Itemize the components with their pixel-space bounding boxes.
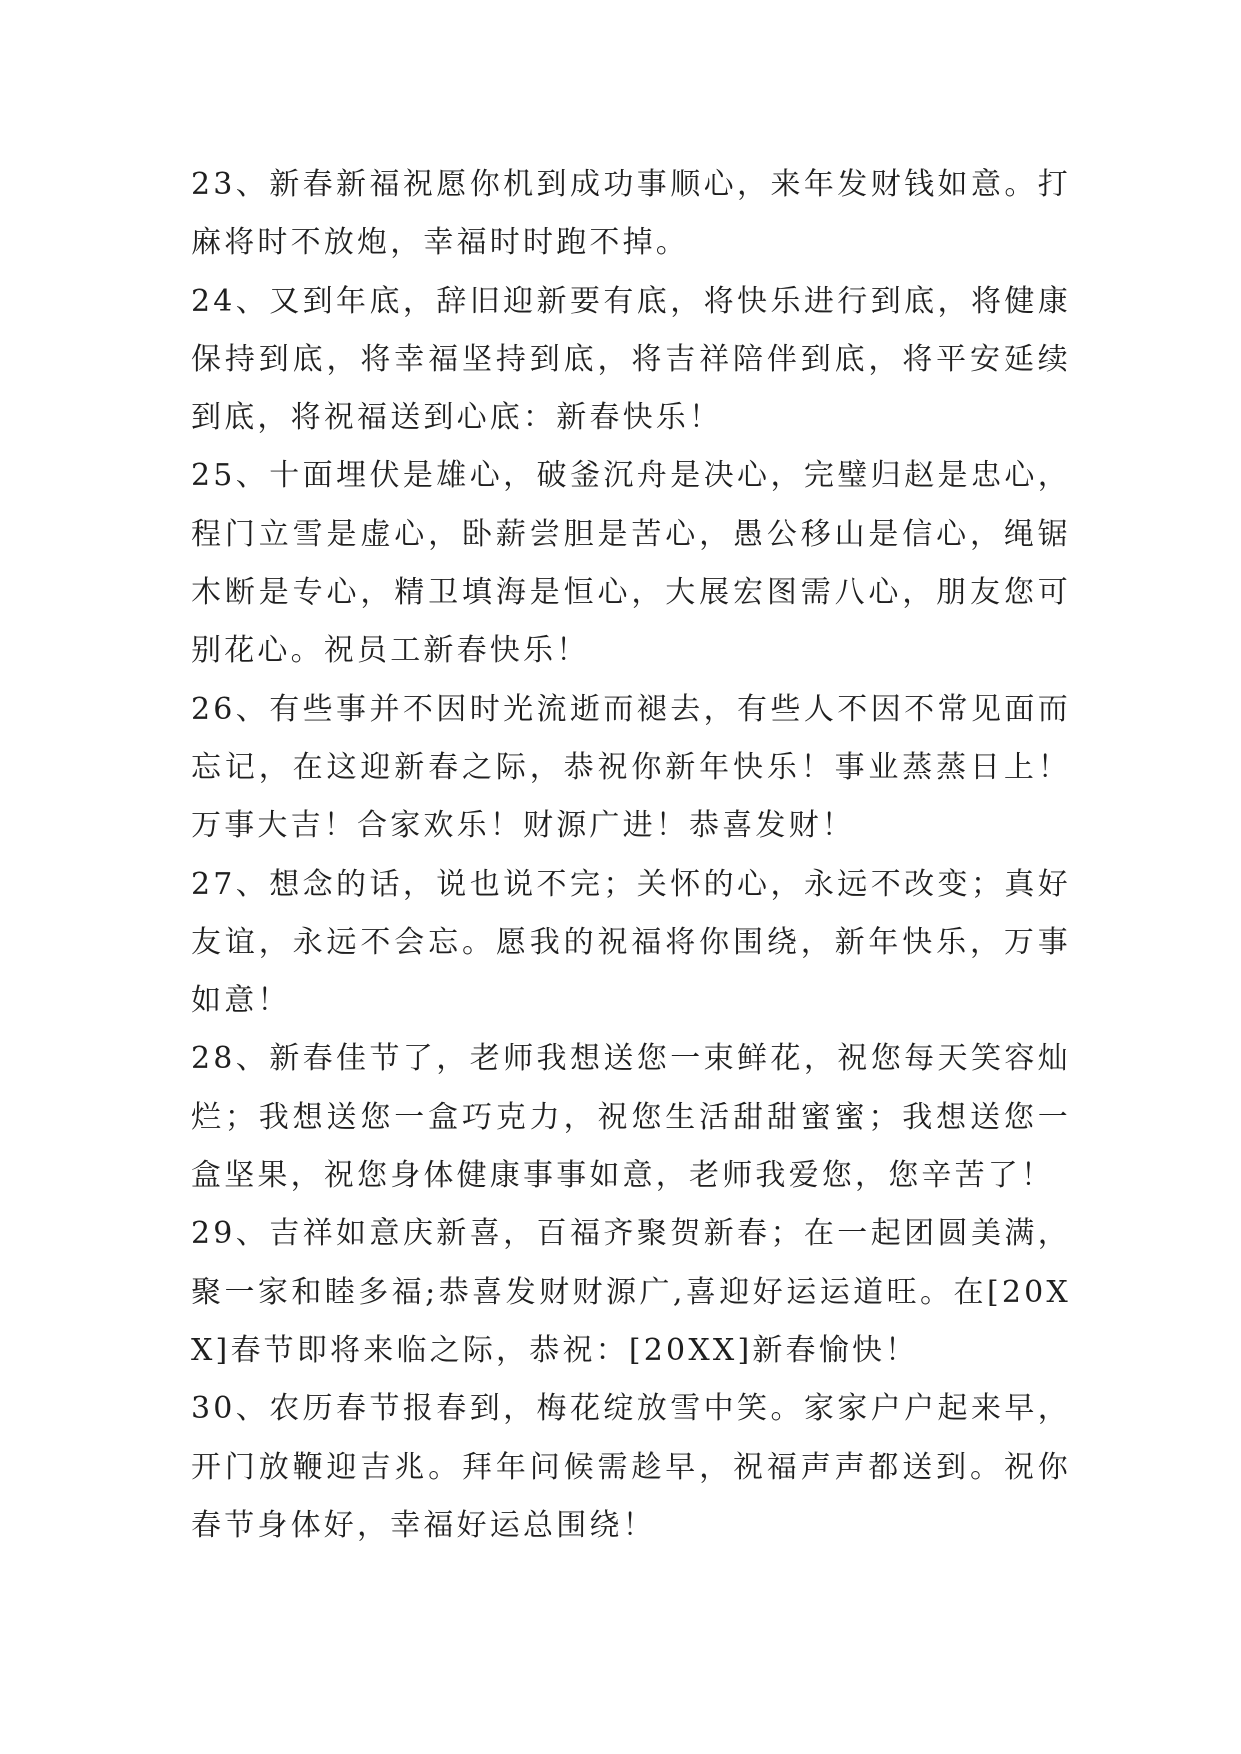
paragraph-28: 28、新春佳节了，老师我想送您一束鲜花，祝您每天笑容灿烂；我想送您一盒巧克力，祝您生活甜甜蜜蜜；我想送您一盒坚果，祝您身体健康事事如意，老师我爱您，您辛苦了！ bbox=[191, 1041, 1071, 1194]
document-body bbox=[191, 156, 1071, 1555]
paragraph-30: 30、农历春节报春到，梅花绽放雪中笑。家家户户起来早，开门放鞭迎吉兆。拜年问候需趁早，祝福声声都送到。祝你春节身体好，幸福好运总围绕！ bbox=[191, 1391, 1071, 1543]
paragraph-27: 27、想念的话，说也说不完；关怀的心，永远不改变；真好友谊，永远不会忘。愿我的祝福将你围绕，新年快乐，万事如意！ bbox=[191, 866, 1071, 1019]
paragraph-29: 29、吉祥如意庆新喜，百福齐聚贺新春；在一起团圆美满，聚一家和睦多福;恭喜发财财源广,喜迎好运运道旺。在[20XX]春节即将来临之际，恭祝：[20XX]新春愉快！ bbox=[191, 1216, 1071, 1368]
paragraph-26: 26、有些事并不因时光流逝而褪去，有些人不因不常见面而忘记，在这迎新春之际，恭祝你新年快乐！事业蒸蒸日上！万事大吉！合家欢乐！财源广进！恭喜发财！ bbox=[191, 691, 1071, 844]
paragraph-25: 25、十面埋伏是雄心，破釜沉舟是决心，完璧归赵是忠心，程门立雪是虚心，卧薪尝胆是苦心，愚公移山是信心，绳锯木断是专心，精卫填海是恒心，大展宏图需八心，朋友您可别花心。祝员工新春快乐！ bbox=[191, 458, 1071, 669]
paragraph-24: 24、又到年底，辞旧迎新要有底，将快乐进行到底，将健康保持到底，将幸福坚持到底，将吉祥陪伴到底，将平安延续到底，将祝福送到心底：新春快乐！ bbox=[191, 283, 1071, 436]
paragraph-23: 23、新春新福祝愿你机到成功事顺心，来年发财钱如意。打麻将时不放炮，幸福时时跑不掉。 bbox=[191, 167, 1071, 261]
